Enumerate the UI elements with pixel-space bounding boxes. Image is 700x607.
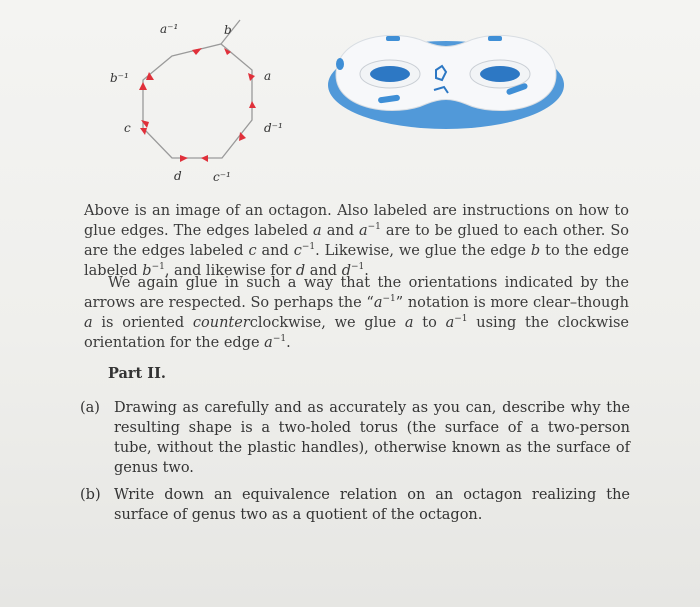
label-b-inv: b⁻¹	[110, 71, 129, 85]
label-c-inv: c⁻¹	[213, 170, 231, 184]
arrow-d-inv	[239, 132, 246, 141]
label-a: a	[264, 69, 272, 83]
edge-arrows	[139, 48, 256, 162]
arrow-c	[140, 128, 147, 135]
label-c: c	[124, 121, 131, 135]
paragraph-intro: Above is an image of an octagon. Also labeled are instructions on how to glue edges. The edges labeled a and $a^{-1}$ are to be glued to each other. So are the edges labeled c and $c^{-1}$. Likewise, we glue the edge b to the edge labeled $b^{-1}$, and likewise for d and $d^{-1}$.	[84, 203, 630, 279]
two-person-tube-image	[326, 20, 566, 140]
question-item-a	[80, 398, 630, 478]
octagon-diagram	[100, 10, 300, 185]
item-label: (b)	[80, 487, 101, 503]
label-a-inv: a⁻¹	[160, 22, 179, 36]
label-d-inv: d⁻¹	[264, 121, 283, 135]
part-title: Part II.	[108, 365, 166, 382]
item-text: Drawing as carefully and as accurately as you can, describe why the resulting shape is a two-holed torus (the surface of a two-person tube, without the plastic handles), otherwise known as the surface of genus two.	[114, 400, 630, 476]
label-d: d	[174, 169, 182, 183]
item-text: Write down an equivalence relation on an octagon realizing the surface of genus two as a quotient of the octagon.	[114, 487, 630, 523]
label-b: b	[224, 23, 232, 37]
octagon-outline	[143, 20, 252, 158]
arrow-c-left	[141, 120, 149, 128]
arrow-a	[249, 101, 256, 108]
paragraph-orientation: We again glue in such a way that the orientations indicated by the arrows are respected. So perhaps the “$a^{-1}$” notation is more clear–though a is oriented counterclockwise, we glue a to $a^{-1}$ using the clockwise orientation for the edge $a^{-1}$.	[84, 275, 630, 351]
arrow-a-inv	[192, 48, 202, 55]
arrow-c-inv	[201, 155, 208, 162]
question-item-b	[80, 485, 630, 525]
item-label: (a)	[80, 400, 100, 416]
arrow-d	[180, 155, 188, 162]
arrow-b-inv	[139, 82, 147, 90]
